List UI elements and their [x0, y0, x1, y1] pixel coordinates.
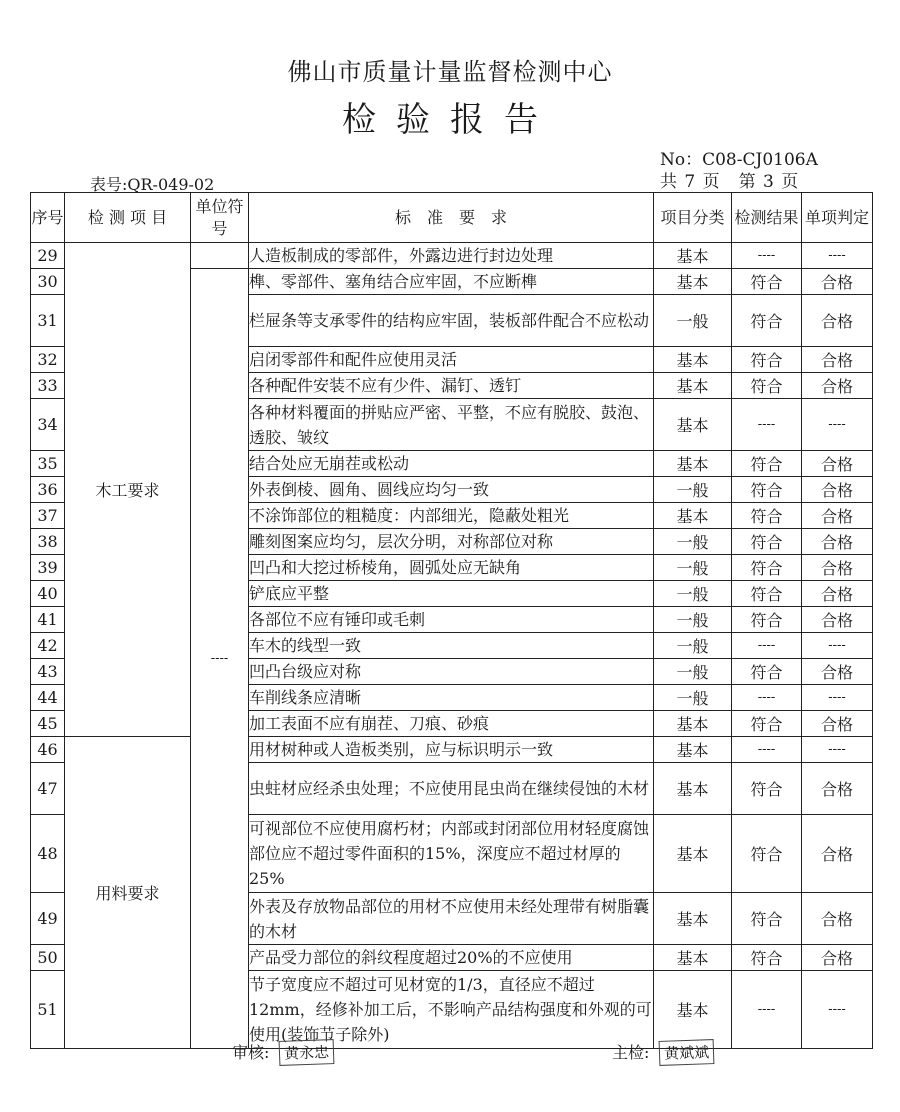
- item-category: 基本: [654, 451, 732, 477]
- item-category: 一般: [654, 477, 732, 503]
- standard-requirement: 外表倒棱、圆角、圆线应均匀一致: [249, 477, 654, 503]
- test-result: ----: [732, 737, 802, 763]
- standard-requirement: 凹凸和大挖过桥棱角，圆弧处应无缺角: [249, 555, 654, 581]
- test-result: 符合: [732, 763, 802, 815]
- item-verdict: ----: [802, 685, 873, 711]
- item-category: 基本: [654, 503, 732, 529]
- test-result: ----: [732, 685, 802, 711]
- report-title: 检验报告: [342, 100, 558, 140]
- item-category: 基本: [654, 971, 732, 1049]
- item-verdict: 合格: [802, 893, 873, 945]
- test-result: 符合: [732, 945, 802, 971]
- item-category: 基本: [654, 399, 732, 451]
- item-category: 一般: [654, 555, 732, 581]
- standard-requirement: 结合处应无崩茬或松动: [249, 451, 654, 477]
- reviewer-signature: 黄永忠: [278, 1039, 334, 1066]
- table-row: [31, 243, 873, 269]
- test-result: ----: [732, 633, 802, 659]
- item-category: 基本: [654, 737, 732, 763]
- item-category: 基本: [654, 893, 732, 945]
- row-number: 30: [31, 269, 65, 295]
- item-category: 一般: [654, 607, 732, 633]
- item-verdict: ----: [802, 633, 873, 659]
- item-category: 一般: [654, 529, 732, 555]
- row-number: 40: [31, 581, 65, 607]
- organization-name: 佛山市质量计量监督检测中心: [287, 58, 613, 86]
- standard-requirement: 栏屉条等支承零件的结构应牢固，装板部件配合不应松动: [249, 295, 654, 347]
- row-number: 42: [31, 633, 65, 659]
- test-result: ----: [732, 243, 802, 269]
- page-count: 共 7 页 第 3 页: [660, 172, 800, 192]
- table-row: [31, 737, 873, 763]
- item-category: 基本: [654, 269, 732, 295]
- item-category: 一般: [654, 295, 732, 347]
- standard-requirement: 用材树种或人造板类别，应与标识明示一致: [249, 737, 654, 763]
- row-number: 39: [31, 555, 65, 581]
- col-header-standard: 标 准 要 求: [249, 193, 654, 243]
- standard-requirement: 启闭零部件和配件应使用灵活: [249, 347, 654, 373]
- standard-requirement: 各种配件安装不应有少件、漏钉、透钉: [249, 373, 654, 399]
- col-header-unit: 单位符号: [191, 193, 249, 243]
- standard-requirement: 外表及存放物品部位的用材不应使用未经处理带有树脂囊的木材: [249, 893, 654, 945]
- standard-requirement: 各部位不应有锤印或毛刺: [249, 607, 654, 633]
- item-category: 一般: [654, 633, 732, 659]
- item-category: 基本: [654, 815, 732, 893]
- standard-requirement: 可视部位不应使用腐朽材；内部或封闭部位用材轻度腐蚀部位应不超过零件面积的15%，深度应不超过材厚的25%: [249, 815, 654, 893]
- item-verdict: 合格: [802, 269, 873, 295]
- row-number: 43: [31, 659, 65, 685]
- form-number: 表号:QR-049-02: [90, 175, 215, 194]
- item-verdict: 合格: [802, 607, 873, 633]
- row-number: 51: [31, 971, 65, 1049]
- standard-requirement: 加工表面不应有崩茬、刀痕、砂痕: [249, 711, 654, 737]
- row-number: 35: [31, 451, 65, 477]
- test-result: 符合: [732, 607, 802, 633]
- standard-requirement: 人造板制成的零部件，外露边进行封边处理: [249, 243, 654, 269]
- item-category: 一般: [654, 659, 732, 685]
- test-result: 符合: [732, 451, 802, 477]
- report-number: No：C08-CJ0106A: [660, 150, 818, 170]
- standard-requirement: 产品受力部位的斜纹程度超过20%的不应使用: [249, 945, 654, 971]
- reviewer-signature-block: [232, 1040, 334, 1065]
- row-number: 37: [31, 503, 65, 529]
- reviewer-label: 审核:: [232, 1043, 270, 1062]
- standard-requirement: 车木的线型一致: [249, 633, 654, 659]
- col-header-category: 项目分类: [654, 193, 732, 243]
- test-result: 符合: [732, 477, 802, 503]
- test-result: 符合: [732, 373, 802, 399]
- test-result: 符合: [732, 659, 802, 685]
- item-verdict: 合格: [802, 503, 873, 529]
- test-result: ----: [732, 399, 802, 451]
- test-result: 符合: [732, 711, 802, 737]
- item-verdict: 合格: [802, 659, 873, 685]
- row-number: 49: [31, 893, 65, 945]
- item-group-materials: 用料要求: [65, 737, 191, 1049]
- standard-requirement: 不涂饰部位的粗糙度：内部细光，隐蔽处粗光: [249, 503, 654, 529]
- col-header-verdict: 单项判定: [802, 193, 873, 243]
- row-number: 36: [31, 477, 65, 503]
- test-result: 符合: [732, 815, 802, 893]
- item-verdict: 合格: [802, 295, 873, 347]
- test-result: 符合: [732, 893, 802, 945]
- test-result: 符合: [732, 555, 802, 581]
- standard-requirement: 雕刻图案应均匀，层次分明，对称部位对称: [249, 529, 654, 555]
- row-number: 44: [31, 685, 65, 711]
- item-category: 基本: [654, 945, 732, 971]
- table-body: [31, 243, 873, 1049]
- item-verdict: 合格: [802, 581, 873, 607]
- item-verdict: ----: [802, 971, 873, 1049]
- item-verdict: ----: [802, 399, 873, 451]
- inspection-table: [30, 192, 873, 1049]
- test-result: 符合: [732, 269, 802, 295]
- item-verdict: ----: [802, 243, 873, 269]
- item-category: 一般: [654, 685, 732, 711]
- inspector-label: 主检:: [612, 1043, 650, 1062]
- item-verdict: 合格: [802, 347, 873, 373]
- item-verdict: 合格: [802, 815, 873, 893]
- standard-requirement: 榫、零部件、塞角结合应牢固，不应断榫: [249, 269, 654, 295]
- item-category: 基本: [654, 373, 732, 399]
- item-verdict: 合格: [802, 373, 873, 399]
- item-verdict: 合格: [802, 555, 873, 581]
- test-result: 符合: [732, 347, 802, 373]
- row-number: 48: [31, 815, 65, 893]
- item-verdict: 合格: [802, 711, 873, 737]
- standard-requirement: 铲底应平整: [249, 581, 654, 607]
- row-number: 33: [31, 373, 65, 399]
- standard-requirement: 凹凸台级应对称: [249, 659, 654, 685]
- standard-requirement: 各种材料覆面的拼贴应严密、平整，不应有脱胶、鼓泡、透胶、皱纹: [249, 399, 654, 451]
- item-verdict: 合格: [802, 451, 873, 477]
- standard-requirement: 车削线条应清晰: [249, 685, 654, 711]
- standard-requirement: 虫蛀材应经杀虫处理；不应使用昆虫尚在继续侵蚀的木材: [249, 763, 654, 815]
- row-number: 47: [31, 763, 65, 815]
- row-number: 50: [31, 945, 65, 971]
- test-result: 符合: [732, 295, 802, 347]
- test-result: 符合: [732, 529, 802, 555]
- test-result: 符合: [732, 581, 802, 607]
- row-number: 45: [31, 711, 65, 737]
- item-verdict: ----: [802, 737, 873, 763]
- row-number: 46: [31, 737, 65, 763]
- test-result: ----: [732, 971, 802, 1049]
- row-number: 38: [31, 529, 65, 555]
- item-verdict: 合格: [802, 763, 873, 815]
- col-header-seq: 序号: [31, 193, 65, 243]
- item-category: 基本: [654, 243, 732, 269]
- item-category: 基本: [654, 763, 732, 815]
- inspector-signature: 黄斌斌: [658, 1039, 714, 1066]
- row-number: 41: [31, 607, 65, 633]
- row-number: 32: [31, 347, 65, 373]
- item-category: 一般: [654, 581, 732, 607]
- col-header-item: 检 测 项 目: [65, 193, 191, 243]
- unit-symbol-cell: ----: [191, 269, 249, 1049]
- item-group-woodwork: 木工要求: [65, 243, 191, 737]
- col-header-result: 检测结果: [732, 193, 802, 243]
- row-number: 29: [31, 243, 65, 269]
- unit-blank-cell: [191, 243, 249, 269]
- item-verdict: 合格: [802, 529, 873, 555]
- item-category: 基本: [654, 347, 732, 373]
- row-number: 34: [31, 399, 65, 451]
- inspector-signature-block: [612, 1040, 714, 1065]
- item-verdict: 合格: [802, 477, 873, 503]
- item-category: 基本: [654, 711, 732, 737]
- standard-requirement: 节子宽度应不超过可见材宽的1/3，直径应不超过12mm，经修补加工后，不影响产品结构强度和外观的可使用(装饰节子除外): [249, 971, 654, 1049]
- test-result: 符合: [732, 503, 802, 529]
- item-verdict: 合格: [802, 945, 873, 971]
- row-number: 31: [31, 295, 65, 347]
